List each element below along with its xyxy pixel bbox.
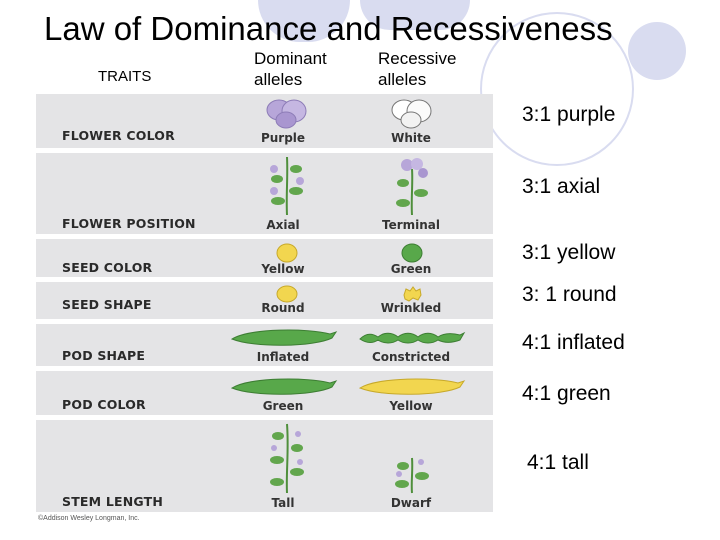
trait-name: POD SHAPE	[62, 348, 146, 363]
ratio-flower-color: 3:1 purple	[522, 103, 616, 126]
dominant-caption: Yellow	[261, 262, 305, 276]
traits-header: TRAITS	[98, 68, 152, 85]
purple-flower-icon	[262, 96, 312, 132]
trait-name: STEM LENGTH	[62, 494, 164, 509]
terminal-flower-plant-icon	[387, 155, 437, 217]
dominant-header-text: Dominant alleles	[254, 49, 327, 89]
dominant-caption: Axial	[266, 218, 300, 232]
trait-row-flower-color	[36, 94, 493, 148]
dominant-caption: Inflated	[256, 350, 310, 364]
copyright-credit: ©Addison Wesley Longman, Inc.	[38, 515, 140, 522]
ratio-flower-position: 3:1 axial	[522, 175, 601, 198]
ratio-stem-length: 4:1 tall	[527, 451, 589, 474]
yellow-pod-icon	[356, 376, 466, 398]
trait-name: SEED SHAPE	[62, 297, 152, 312]
trait-name: SEED COLOR	[62, 260, 153, 275]
recessive-caption: Green	[390, 262, 432, 276]
recessive-header	[378, 48, 456, 90]
green-seed-icon	[400, 243, 424, 263]
dominant-caption: Green	[262, 399, 304, 413]
trait-name: FLOWER POSITION	[62, 216, 196, 231]
dominant-caption: Purple	[260, 131, 306, 145]
dwarf-plant-icon	[387, 454, 437, 494]
yellow-seed-icon	[275, 243, 299, 263]
dominant-caption: Round	[261, 301, 305, 315]
trait-row-pod-shape	[36, 324, 493, 366]
trait-row-flower-position	[36, 153, 493, 234]
recessive-caption: Yellow	[389, 399, 433, 413]
page-title: Law of Dominance and Recessiveness	[44, 10, 613, 47]
dominant-header	[254, 48, 327, 90]
ratio-pod-color: 4:1 green	[522, 382, 611, 405]
ratio-seed-color: 3:1 yellow	[522, 241, 616, 264]
recessive-caption: Dwarf	[390, 496, 432, 510]
recessive-caption: Wrinkled	[380, 301, 442, 315]
green-pod-icon	[228, 376, 338, 398]
constricted-pod-icon	[356, 327, 466, 349]
recessive-caption: Terminal	[381, 218, 441, 232]
trait-name: FLOWER COLOR	[62, 128, 175, 143]
trait-name: POD COLOR	[62, 397, 146, 412]
recessive-header-text: Recessive alleles	[378, 49, 457, 89]
ratio-pod-shape: 4:1 inflated	[522, 331, 625, 354]
white-flower-icon	[387, 96, 437, 132]
recessive-caption: Constricted	[371, 350, 451, 364]
traits-table	[36, 94, 493, 512]
trait-row-pod-color	[36, 371, 493, 415]
tall-plant-icon	[262, 422, 312, 494]
recessive-caption: White	[391, 131, 431, 145]
decor-circle	[628, 22, 686, 80]
dominant-caption: Tall	[271, 496, 295, 510]
trait-row-seed-shape	[36, 282, 493, 319]
axial-flower-plant-icon	[262, 155, 312, 217]
ratio-seed-shape: 3: 1 round	[522, 283, 617, 306]
trait-row-seed-color	[36, 239, 493, 277]
inflated-pod-icon	[228, 327, 338, 349]
trait-row-stem-length	[36, 420, 493, 512]
